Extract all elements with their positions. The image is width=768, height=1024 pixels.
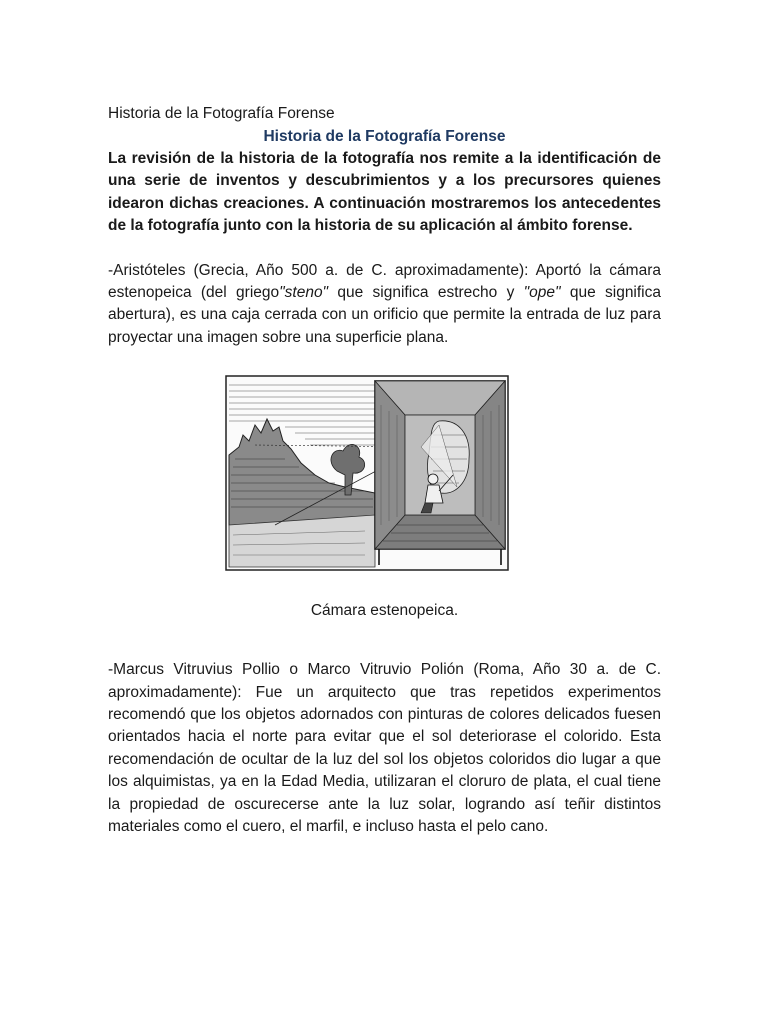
aristoteles-paragraph xyxy=(108,260,661,350)
document-title: Historia de la Fotografía Forense xyxy=(263,128,506,145)
steno-term: "steno" xyxy=(279,284,329,302)
camera-obscura-figure xyxy=(225,375,509,571)
camera-obscura-engraving-icon xyxy=(225,375,509,571)
intro-paragraph: La revisión de la historia de la fotografía nos remite a la identificación de una serie de inventos y descubrimientos y a los precursores quienes idearon dichas creaciones. A continuación mostraremos los antecedentes de la fotografía junto con la historia de su aplicación al ámbito forense. xyxy=(108,150,661,235)
aristoteles-text-3: que significa abertura), es una caja cerrada con un orificio que permite la entrada de luz para proyectar una imagen sobre una superficie plana. xyxy=(108,284,661,346)
document-body xyxy=(108,104,661,839)
ope-term: "ope" xyxy=(523,284,561,302)
aristoteles-text-2: que significa estrecho y xyxy=(328,284,524,302)
figure-caption: Cámara estenopeica. xyxy=(310,602,459,620)
document-header: Historia de la Fotografía Forense xyxy=(108,105,335,122)
aristoteles-text-1: -Aristóteles (Grecia, Año 500 a. de C. aproximadamente): Aportó la cámara estenopeica (del griego xyxy=(108,261,661,302)
vitruvio-paragraph: -Marcus Vitruvius Pollio o Marco Vitruvio Polión (Roma, Año 30 a. de C. aproximadamente): Fue un arquitecto que tras repetidos experimentos recomendó que los objetos adornados con pinturas de colores delicados fuesen orientados hacia el norte para evitar que el sol deteriorase el colorido. Esta recomendación de ocultar de la luz del sol los objetos coloridos dio lugar a que los alquimistas, ya en la Edad Media, utilizaran el cloruro de plata, el cual tiene la propiedad de oscurecerse ante la luz solar, logrando así teñir distintos materiales como el cuero, el marfil, e incluso hasta el pelo cano. xyxy=(108,661,661,836)
